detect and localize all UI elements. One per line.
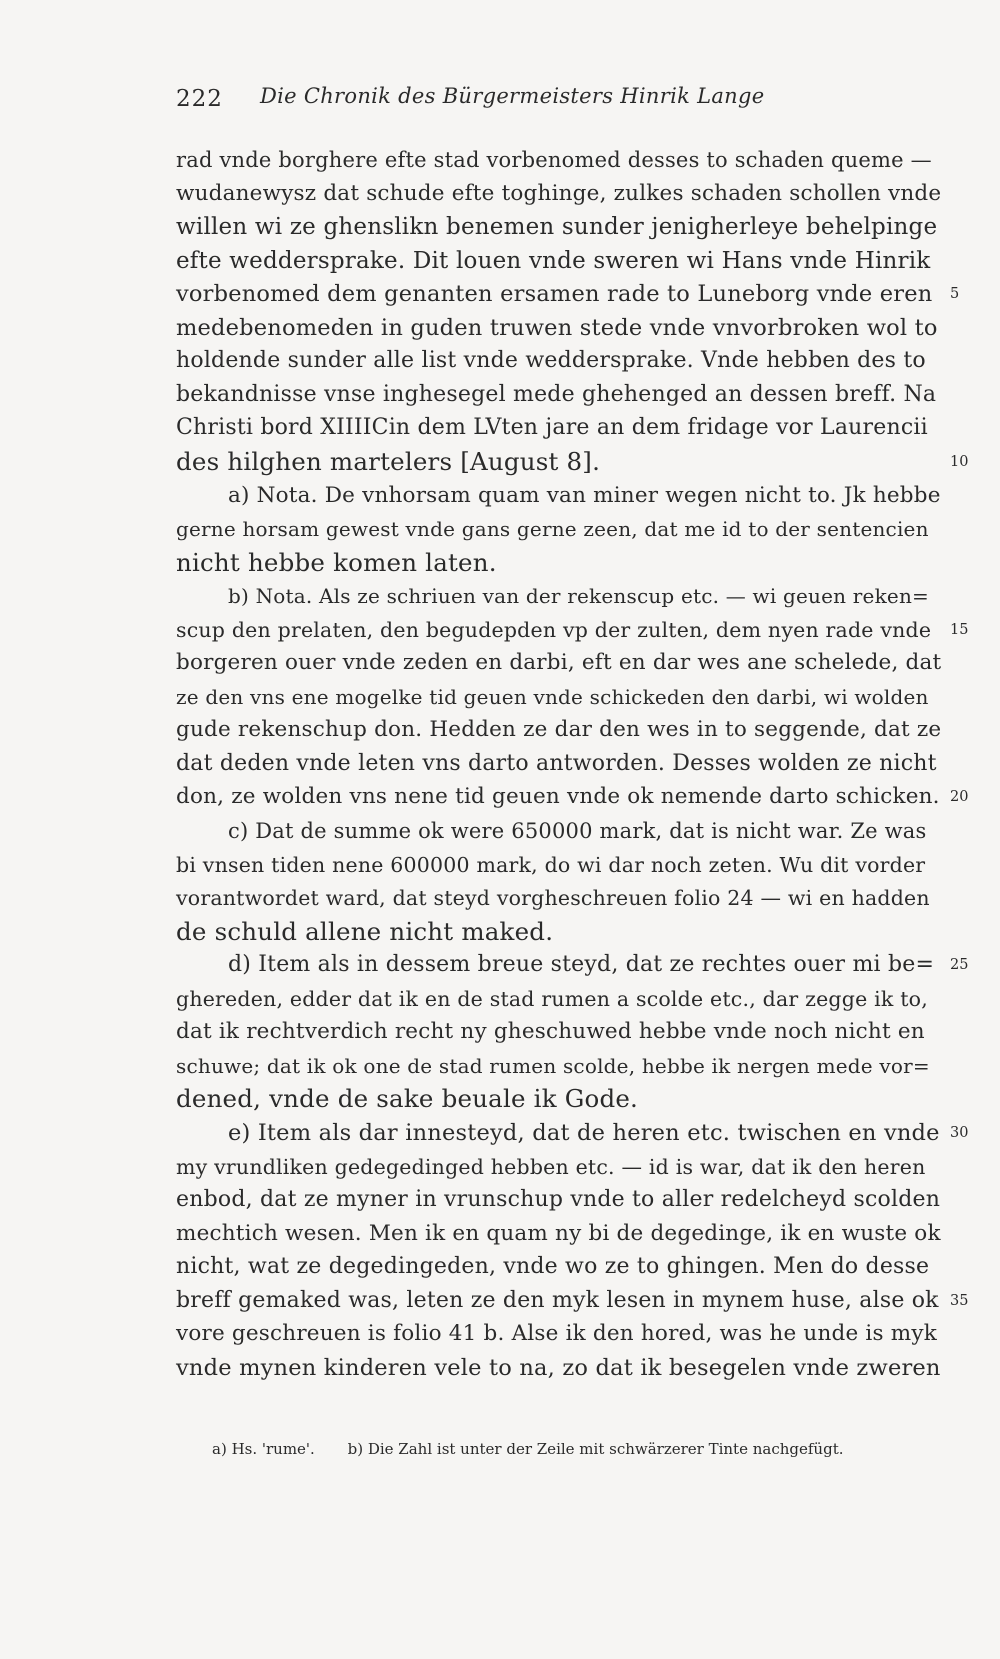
text-line: vorantwordet ward, dat steyd vorgheschreuen folio 24 — wi en hadden [176, 886, 930, 911]
text-line: efte weddersprake. Dit louen vnde sweren wi Hans vnde Hinrik [176, 247, 931, 274]
line-number: 5 [950, 286, 960, 303]
text-line: b) Nota. Als ze schriuen van der rekenscup etc. — wi geuen reken= [228, 584, 929, 609]
footnotes [212, 1440, 912, 1458]
text-line: de schuld allene nicht maked. [176, 916, 554, 946]
text-line: c) Dat de summe ok were 650000 mark, dat is nicht war. Ze was [228, 819, 927, 843]
line-number: 30 [950, 1124, 969, 1141]
text-line: bi vnsen tiden nene 600000 mark, do wi dar noch zeten. Wu dit vorder [176, 852, 926, 877]
text-line: des hilghen martelers [August 8]. [176, 446, 601, 476]
text-line: dat deden vnde leten vns darto antworden. Desses wolden ze nicht [176, 750, 937, 776]
text-line: a) Nota. De vnhorsam quam van miner wegen nicht to. Jk hebbe [228, 482, 941, 508]
text-line: dat ik rechtverdich recht ny gheschuwed hebbe vnde noch nicht en [176, 1019, 925, 1045]
line-number: 20 [950, 789, 969, 806]
text-line: holdende sunder alle list vnde weddersprake. Vnde hebben des to [176, 348, 926, 374]
text-line: mechtich wesen. Men ik en quam ny bi de degedinge, ik en wuste ok [176, 1220, 941, 1246]
text-line: ze den vns ene mogelke tid geuen vnde schickeden den darbi, wi wolden [176, 684, 929, 709]
text-line: borgeren ouer vnde zeden en darbi, eft en dar wes ane schelede, dat [176, 650, 942, 676]
text-line: wudanewysz dat schude efte toghinge, zulkes schaden schollen vnde [176, 180, 942, 206]
text-line: vore geschreuen is folio 41 b. Alse ik den hored, was he unde is myk [176, 1321, 937, 1347]
text-line: bekandnisse vnse inghesegel mede ghehenged an dessen breff. Na [176, 381, 937, 407]
text-line: e) Item als dar innesteyd, dat de heren etc. twischen en vnde [228, 1119, 940, 1146]
text-line: gerne horsam gewest vnde gans gerne zeen, dat me id to der sentencien [176, 517, 929, 542]
line-number: 10 [950, 453, 969, 470]
line-number: 25 [950, 957, 969, 974]
text-line: willen wi ze ghenslikn benemen sunder jenigherleye behelpinge [176, 214, 938, 241]
footnote-a: a) Hs. 'rume'. [212, 1440, 315, 1458]
text-line: dened, vnde de sake beuale ik Gode. [176, 1084, 639, 1114]
text-line: vorbenomed dem genanten ersamen rade to Luneborg vnde eren [176, 281, 933, 308]
text-line: ghereden, edder dat ik en de stad rumen a scolde etc., dar zegge ik to, [176, 986, 928, 1011]
text-line: Christi bord XIIIICin dem LVten jare an dem fridage vor Laurencii [176, 415, 928, 441]
text-line: d) Item als in dessem breue steyd, dat ze rechtes ouer mi be= [228, 952, 935, 978]
line-number: 35 [950, 1292, 969, 1309]
text-line: don, ze wolden vns nene tid geuen vnde ok nemende darto schicken. [176, 784, 940, 810]
text-line: my vrundliken gedegedinged hebben etc. — id is war, dat ik den heren [176, 1154, 926, 1179]
text-line: nicht hebbe komen laten. [176, 547, 497, 577]
text-line: enbod, dat ze myner in vrunschup vnde to aller redelcheyd scolden [176, 1187, 941, 1213]
text-line: breff gemaked was, leten ze den myk lesen in mynem huse, alse ok [176, 1287, 939, 1313]
text-line: gude rekenschup don. Hedden ze dar den wes in to seggende, dat ze [176, 717, 942, 743]
text-line: nicht, wat ze degedingeden, vnde wo ze to ghingen. Men do desse [176, 1254, 930, 1280]
page-number: 222 [176, 86, 223, 112]
text-line: vnde mynen kinderen vele to na, zo dat ik besegelen vnde zweren [176, 1354, 941, 1381]
line-number: 15 [950, 621, 969, 638]
text-line: rad vnde borghere efte stad vorbenomed desses to schaden queme — [176, 148, 932, 172]
text-line: medebenomeden in guden truwen stede vnde vnvorbroken wol to [176, 314, 938, 341]
footnote-b: b) Die Zahl ist unter der Zeile mit schwärzerer Tinte nachgefügt. [347, 1440, 844, 1458]
text-line: schuwe; dat ik ok one de stad rumen scolde, hebbe ik nergen mede vor= [176, 1053, 930, 1078]
page-header [176, 78, 941, 118]
text-line: scup den prelaten, den begudерden vp der zulten, dem nyen rade vnde [176, 617, 932, 642]
running-title: Die Chronik des Bürgermeisters Hinrik Lange [260, 84, 765, 108]
